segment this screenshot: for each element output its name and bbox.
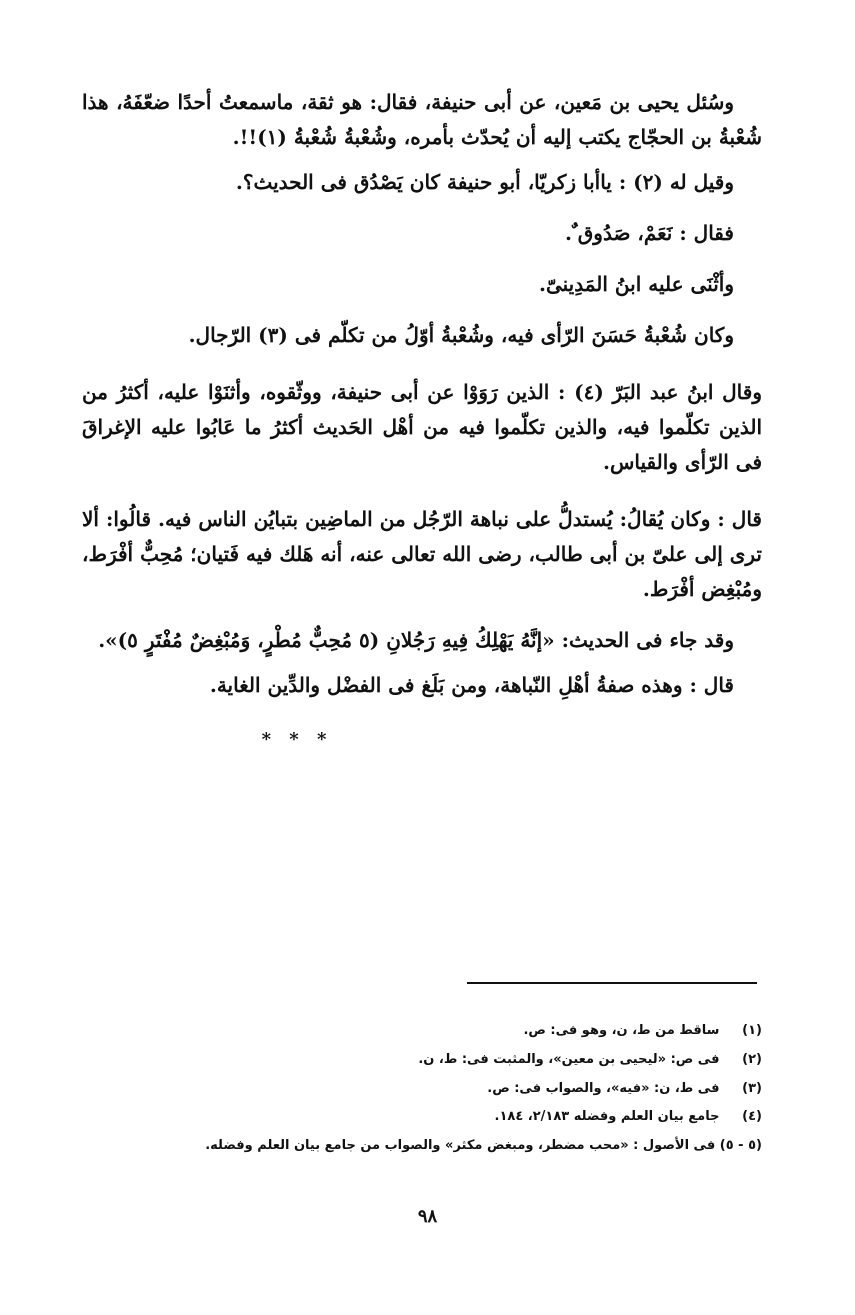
footnote-3 — [200, 1078, 762, 1101]
main-text-block — [82, 85, 762, 750]
footnotes — [200, 1020, 762, 1164]
footnote-divider — [467, 982, 757, 984]
paragraph-shuba: وكان شُعْبةُ حَسَنَ الرّأى فيه، وشُعْبةُ أوّلُ من تكلّم فى (٣) الرّجال. — [188, 323, 734, 347]
paragraph-hadith: وقد جاء فى الحديث: «إنَّهُ يَهْلِكُ فِيهِ رَجُلانِ (٥ مُحِبٌّ مُطْرٍ، وَمُبْغِضٌ مُفْتَرٍ ٥)». — [98, 628, 734, 652]
paragraph-ibn-maeen: وسُئل يحيى بن مَعين، عن أبى حنيفة، فقال: هو ثقة، ماسمعتُ أحدًا ضعّفَهُ، هذا شُعْبةُ بن الحجّاج يكتب إليه أن يُحدّث بأمره، وشُعْبةُ شُعْبةُ (١)!!. — [82, 90, 762, 149]
paragraph-ibn-madini: وأثْنَى عليه ابنُ المَدِينىّ. — [539, 272, 734, 296]
paragraph-answer: فقال : نَعَمْ، صَدُوق ٌ. — [564, 221, 734, 245]
footnote-marker: (٥ - ٥) — [719, 1138, 762, 1153]
section-separator: * * * — [261, 729, 333, 750]
footnote-marker: (٢) — [742, 1051, 762, 1067]
page-number: ٩٨ — [417, 1206, 438, 1227]
paragraph-conclusion: قال : وهذه صفةُ أهْلِ النّباهة، ومن بَلَغ فى الفضْل والدِّين الغاية. — [209, 673, 734, 697]
footnote-4 — [200, 1106, 762, 1129]
paragraph-question: وقيل له (٢) : ياأبا زكريّا، أبو حنيفة كان يَصْدُق فى الحديث؟. — [235, 170, 734, 194]
footnote-text: ساقط من ط، ن، وهو فى: ص. — [523, 1023, 720, 1038]
footnote-text: جامع بيان العلم وفضله ٢/١٨٣، ١٨٤. — [494, 1109, 720, 1125]
footnote-marker: (٣) — [742, 1080, 762, 1096]
paragraph-nabaha: قال : وكان يُقالُ: يُستدلُّ على نباهة الرّجُل من الماضِين بتبايُن الناس فيه. قالُوا: ألا ترى إلى علىّ بن أبى طالب، رضى الله تعالى عنه، أنه هَلك فيه فَتيان؛ مُحِبٌّ أفْرَط، ومُبْغِض أفْرَط. — [82, 507, 762, 601]
footnote-text: فى الأصول : «محب مضطر، ومبغض مكثر» والصواب من جامع بيان العلم وفضله. — [205, 1138, 716, 1153]
footnote-text: فى ط، ن: «فيه»، والصواب فى: ص. — [487, 1080, 720, 1096]
footnote-marker: (١) — [742, 1023, 762, 1038]
footnote-2 — [200, 1049, 762, 1072]
footnote-5 — [200, 1135, 762, 1158]
footnote-marker: (٤) — [742, 1109, 762, 1125]
footnote-1 — [200, 1020, 762, 1043]
footnote-text: فى ص: «ليحيى بن معين»، والمثبت فى: ط، ن. — [418, 1051, 720, 1067]
paragraph-ibn-abd-al-barr: وقال ابنُ عبد البَرّ (٤) : الذين رَوَوْا عن أبى حنيفة، ووثّقوه، وأثنَوْا عليه، أكثرُ من الذين تكلّموا فيه، والذين تكلّموا فيه من أهْل الحَديث أكثرُ ما عَابُوا عليه الإغراقَ فى الرّأى والقياس. — [82, 380, 762, 474]
